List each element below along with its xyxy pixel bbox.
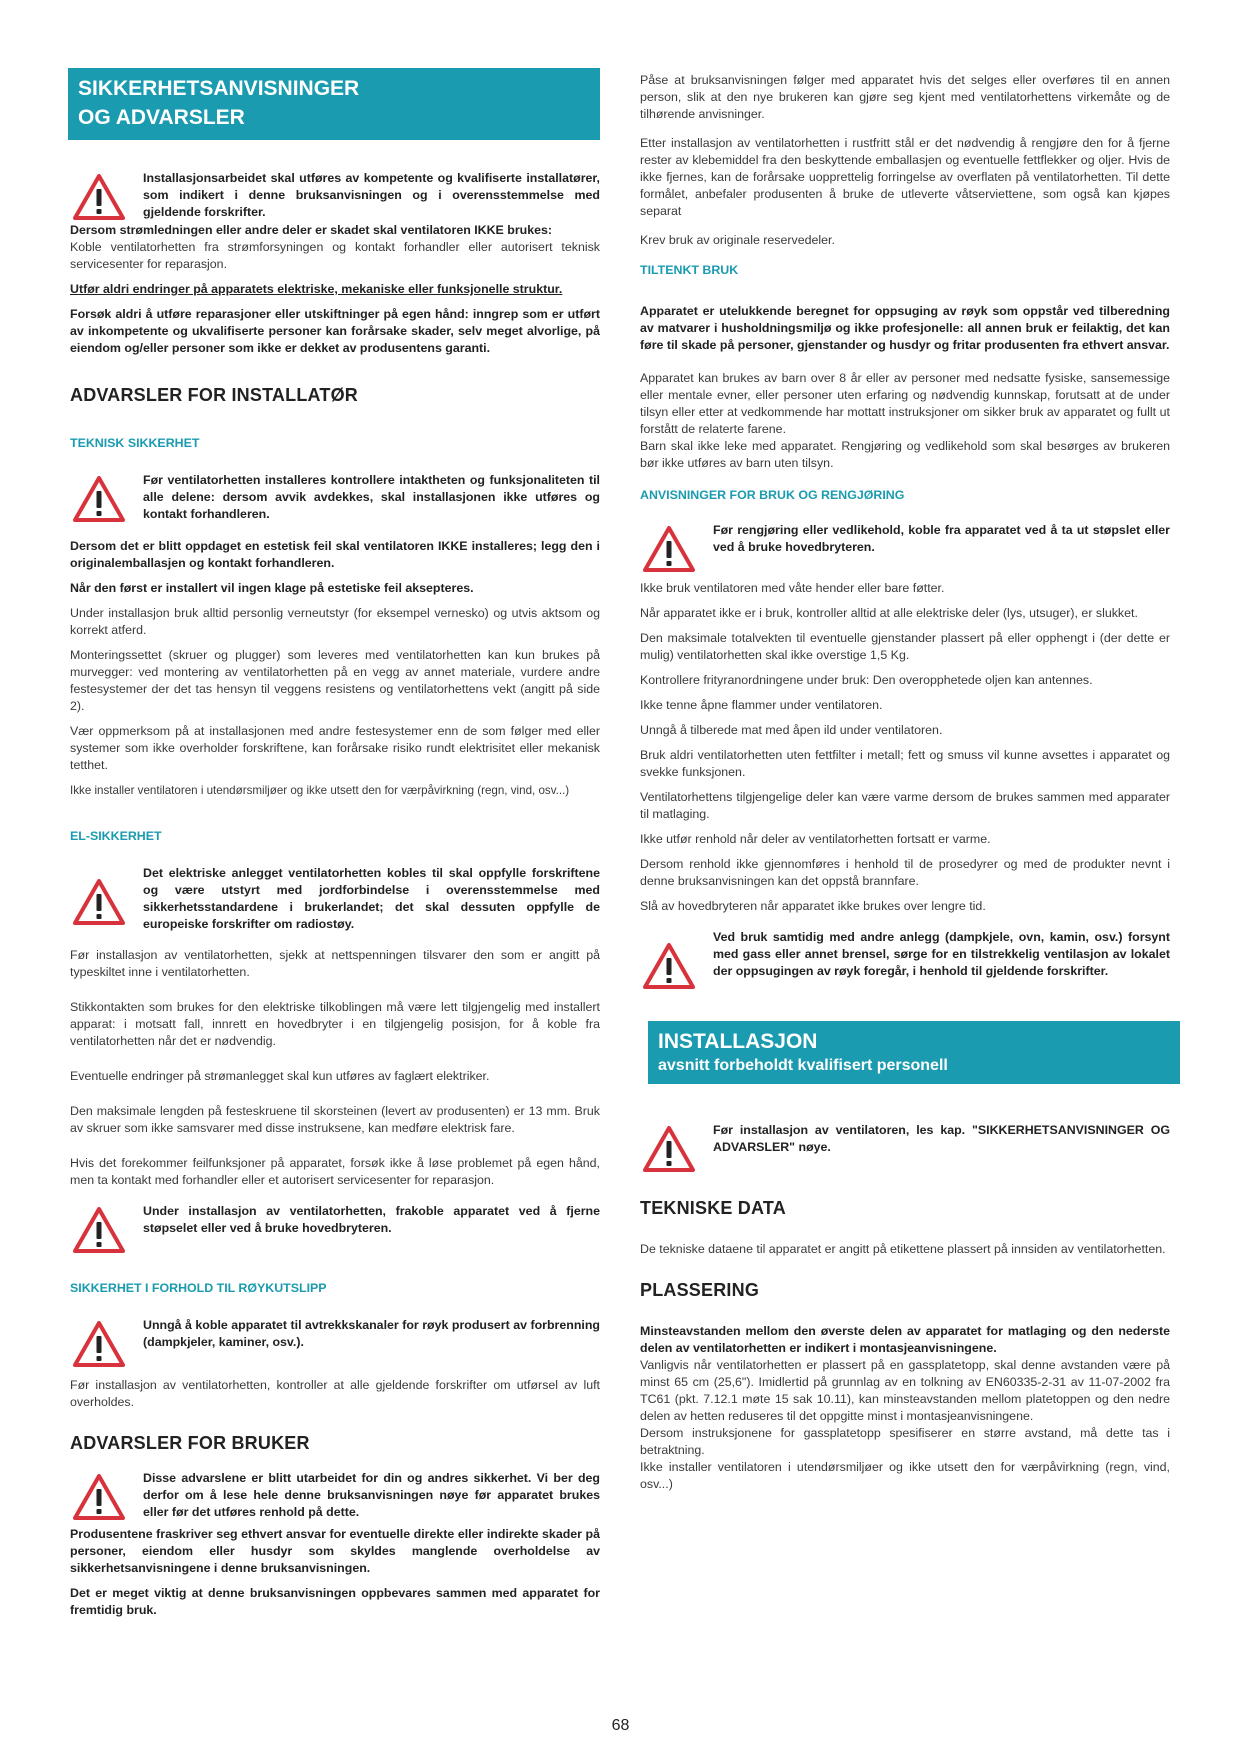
warning-text: Disse advarslene er blitt utarbeidet for din og andres sikkerhet. Vi ber deg derfor om å lese hele denne bruksanvisningen nøye før apparatet brukes eller før det utføres renhold på dette.: [143, 1471, 600, 1519]
warning-triangle-icon: [73, 1321, 125, 1367]
paragraph: Før installasjon av ventilatorhetten, kontroller at alle gjeldende forskrifter om utførsel av luft overholdes.: [70, 1378, 600, 1409]
right-column: [640, 72, 1170, 1501]
paragraph: Apparatet kan brukes av barn over 8 år eller av personer med nedsatte fysiske, sansemessige eller mentale evner, eller personer uten erfaring og nødvendig kunnskap, forutsatt at de under tilsyn eller etter at vedkommende har mottatt instruksjoner om sikker bruk av apparatet og fullt ut forstått de relaterte farene.: [640, 371, 1170, 436]
warning-triangle-icon: [73, 1474, 125, 1520]
paragraph: Barn skal ikke leke med apparatet. Rengjøring og vedlikehold som skal besørges av brukeren bør ikke utføres av barn uten tilsyn.: [640, 439, 1170, 470]
warning-block: [70, 1470, 600, 1522]
paragraph: Stikkontakten som brukes for den elektriske tilkoblingen må være lett tilgjengelig med installert apparat: i motsatt fall, innrett en hovedbryter i en tilgjengelig posisjon, for å koble fra ventilatorhetten når det er nødvendig.: [70, 1000, 600, 1048]
list-item: Ventilatorhettens tilgjengelige deler kan være varme dersom de brukes sammen med apparater til matlaging.: [640, 790, 1170, 821]
paragraph: Monteringssettet (skruer og plugger) som leveres med ventilatorhetten kan kun brukes på murvegger: ved montering av ventilatorhetten på en vegg av annet materiale, vurdere andre festesystemer der det tas hensyn til veggens resistens og ventilatorhettens vekt (angitt på side 2).: [70, 648, 600, 713]
list-item: Den maksimale totalvekten til eventuelle gjenstander plassert på eller opphengt i (der dette er mulig) ventilatorhetten skal ikke overstige 1,5 Kg.: [640, 631, 1170, 662]
list-item: Når apparatet ikke er i bruk, kontroller alltid at alle elektriske deler (lys, utsuger), er slukket.: [640, 606, 1138, 620]
bold-text: Dersom strømledningen eller andre deler er skadet skal ventilatoren IKKE brukes:: [70, 223, 553, 237]
list-item: Kontrollere frityranordningene under bruk: Den overopphetede oljen kan antennes.: [640, 673, 1093, 687]
installation-banner: [648, 1021, 1180, 1084]
warning-block: [70, 472, 600, 524]
warning-text: Før ventilatorhetten installeres kontrollere intaktheten og funksjonaliteten til alle delene: dersom avvik avdekkes, skal installasjonen ikke utføres og kontakt forhandleren.: [143, 473, 600, 521]
paragraph: Etter installasjon av ventilatorhetten i rustfritt stål er det nødvendig å rengjøre den for å fjerne rester av klebemiddel fra den beskyttende emballasjen og eventuelle fettflekker og oljer. Hvis de ikke fjernes, kan de forårsake uopprettelig forringelse av overflaten på ventilatorhetten. Til dette formålet, anbefaler produsenten å bruke de utleverte våtserviettene, som også kan kjøpes separat: [640, 136, 1170, 218]
safety-banner-line2: OG ADVARSLER: [78, 106, 245, 129]
paragraph: Eventuelle endringer på strømanlegget skal kun utføres av faglært elektriker.: [70, 1069, 490, 1083]
warning-text: Installasjonsarbeidet skal utføres av kompetente og kvalifiserte installatører, som indikert i denne bruksanvisningen og i overensstemmelse med gjeldende forskrifter.: [143, 171, 600, 219]
safety-banner: [68, 68, 600, 140]
bold-paragraph: Når den først er installert vil ingen klage på estetiske feil aksepteres.: [70, 581, 474, 595]
paragraph: Under installasjon bruk alltid personlig verneutstyr (for eksempel vernesko) og utvis aktsom og korrekt atferd.: [70, 606, 600, 637]
paragraph: Koble ventilatorhetten fra strømforsyningen og kontakt forhandler eller autorisert teknisk servicesenter for reparasjon.: [70, 240, 600, 271]
warning-triangle-icon: [73, 476, 125, 522]
warning-block: [70, 170, 600, 222]
warning-triangle-icon: [643, 943, 695, 989]
bold-paragraph: Dersom det er blitt oppdaget en estetisk feil skal ventilatoren IKKE installeres; legg den i originalemballasjen og kontakt forhandleren.: [70, 539, 600, 570]
warning-block: [70, 1317, 600, 1369]
installation-banner-subtitle: avsnitt forbeholdt kvalifisert personell: [658, 1057, 948, 1074]
paragraph: De tekniske dataene til apparatet er angitt på etikettene plassert på innsiden av ventilatorhetten.: [640, 1242, 1166, 1256]
section-heading-technical-data: TEKNISKE DATA: [640, 1198, 786, 1218]
warning-block: [70, 1203, 600, 1255]
bold-paragraph: Apparatet er utelukkende beregnet for oppsuging av røyk som oppstår ved tilberedning av matvarer i husholdningsmiljø og ikke profesjonelle: all annen bruk er feilaktig, det kan føre til skade på personer, gjenstander og husdyr og fritar produsenten fra ethvert ansvar.: [640, 304, 1170, 352]
section-heading-installer: ADVARSLER FOR INSTALLATØR: [70, 385, 358, 405]
page-number: 68: [611, 1717, 630, 1734]
bold-paragraph: Minsteavstanden mellom den øverste delen av apparatet for matlaging og den nederste delen av ventilatorhetten er indikert i montasjeanvisningene.: [640, 1324, 1170, 1355]
paragraph: Påse at bruksanvisningen følger med apparatet hvis det selges eller overføres til en annen person, slik at den nye brukeren kan gjøre seg kjent med ventilatorhettens virkemåte og de tilhørende anvisninger.: [640, 73, 1170, 121]
installation-banner-title: INSTALLASJON: [658, 1030, 818, 1053]
subheading-technical-safety: TEKNISK SIKKERHET: [70, 436, 200, 450]
bold-paragraph: Produsentene fraskriver seg ethvert ansvar for eventuelle direkte eller indirekte skader på personer, eiendom eller husdyr som skyldes manglende overholdelse av sikkerhetsanvisningene i denne bruksanvisningen.: [70, 1527, 600, 1575]
paragraph: Krev bruk av originale reservedeler.: [640, 233, 835, 247]
warning-text: Under installasjon av ventilatorhetten, frakoble apparatet ved å fjerne støpselet eller ved å bruke hovedbryteren.: [143, 1204, 600, 1235]
warning-triangle-icon: [73, 174, 125, 220]
subheading-intended-use: TILTENKT BRUK: [640, 263, 739, 277]
warning-text: Før rengjøring eller vedlikehold, koble fra apparatet ved å ta ut støpslet eller ved å bruke hovedbryteren.: [713, 523, 1170, 554]
safety-banner-line1: SIKKERHETSANVISNINGER: [78, 77, 360, 100]
subheading-electric-safety: EL-SIKKERHET: [70, 829, 162, 843]
warning-triangle-icon: [73, 1207, 125, 1253]
paragraph: Vanligvis når ventilatorhetten er plassert på en gassplatetopp, skal denne avstanden være på minst 65 cm (25,6"). Imidlertid på grunnlag av en tolkning av EN60335-2-31 av 11-07-2002 fra TC61 (pkt. 7.12.1 møte 15 sak 10.11), kan minsteavstanden mellom platetoppen og den nedre delen av hetten reduseres til det oppgitte minst i montasjeanvisningene.: [640, 1358, 1170, 1423]
list-item: Ikke bruk ventilatoren med våte hender eller bare føtter.: [640, 581, 945, 595]
list-item: Ikke utfør renhold når deler av ventilatorhetten fortsatt er varme.: [640, 832, 991, 846]
paragraph: [70, 222, 600, 239]
warning-triangle-icon: [643, 526, 695, 572]
paragraph: Dersom instruksjonene for gassplatetopp spesifiserer en større avstand, må dette tas i betraktning.: [640, 1426, 1170, 1457]
list-item: Ikke tenne åpne flammer under ventilatoren.: [640, 698, 883, 712]
underlined-paragraph: Utfør aldri endringer på apparatets elektriske, mekaniske eller funksjonelle struktur.: [70, 282, 563, 296]
paragraph: Den maksimale lengden på festeskruene til skorsteinen (levert av produsenten) er 13 mm. Bruk av skruer som ikke samsvarer med disse instruksene, kan medføre elektrisk fare.: [70, 1104, 600, 1135]
list-item: Unngå å tilberede mat med åpen ild under ventilatoren.: [640, 723, 943, 737]
paragraph: Hvis det forekommer feilfunksjoner på apparatet, forsøk ikke å løse problemet på egen hånd, men ta kontakt med forhandler eller et autorisert servicesenter for reparasjon.: [70, 1156, 600, 1187]
warning-text: Før installasjon av ventilatoren, les kap. "SIKKERHETSANVISNINGER OG ADVARSLER" nøye.: [713, 1123, 1170, 1154]
left-column: [70, 68, 600, 1627]
subheading-use-cleaning: ANVISNINGER FOR BRUK OG RENGJØRING: [640, 488, 905, 502]
paragraph: Vær oppmerksom på at installasjonen med andre festesystemer enn de som følger med eller systemer som ikke overholder forskriftene, kan forårsake risiko rundt elektrisitet eller mekanisk tetthet.: [70, 724, 600, 772]
bold-paragraph: Forsøk aldri å utføre reparasjoner eller utskiftninger på egen hånd: inngrep som er utført av inkompetente og ukvalifiserte personer kan forårsake skader, selv meget alvorlige, på eiendom og/eller personer som ikke er dekket av produsentens garanti.: [70, 307, 600, 355]
paragraph: Før installasjon av ventilatorhetten, sjekk at nettspenningen tilsvarer den som er angitt på typeskiltet inne i ventilatorhetten.: [70, 948, 600, 979]
bold-paragraph: Det er meget viktig at denne bruksanvisningen oppbevares sammen med apparatet for fremtidig bruk.: [70, 1586, 600, 1617]
list-item: Bruk aldri ventilatorhetten uten fettfilter i metall; fett og smuss vil kunne avsettes i apparatet og svekke funksjonen.: [640, 748, 1170, 779]
warning-text: Ved bruk samtidig med andre anlegg (dampkjele, ovn, kamin, osv.) forsynt med gass eller annet brensel, sørge for en tilstrekkelig ventilasjon av lokalet der oppsugingen av røyk foregår, i henhold til gjeldende forskrifter.: [713, 930, 1170, 978]
section-heading-user: ADVARSLER FOR BRUKER: [70, 1433, 310, 1453]
warning-block: [640, 1122, 1170, 1174]
list-item: Dersom renhold ikke gjennomføres i henhold til de prosedyrer og med de produkter nevnt i denne bruksanvisningen kan det oppstå brannfare.: [640, 857, 1170, 888]
subheading-smoke-safety: SIKKERHET I FORHOLD TIL RØYKUTSLIPP: [70, 1281, 327, 1295]
warning-text: Unngå å koble apparatet til avtrekkskanaler for røyk produsert av forbrenning (dampkjeler, kaminer, osv.).: [143, 1318, 600, 1349]
warning-block: [640, 929, 1170, 981]
paragraph: Ikke installer ventilatoren i utendørsmiljøer og ikke utsett den for værpåvirkning (regn, vind, osv...): [70, 784, 570, 797]
warning-block: [70, 865, 600, 933]
list-item: Slå av hovedbryteren når apparatet ikke brukes over lengre tid.: [640, 899, 986, 913]
warning-triangle-icon: [73, 879, 125, 925]
section-heading-placement: PLASSERING: [640, 1280, 760, 1300]
warning-text: Det elektriske anlegget ventilatorhetten kobles til skal oppfylle forskriftene og være utstyrt med jordforbindelse i overensstemmelse med sikkerhetsstandardene i brukerlandet; det skal dessuten oppfylle de europeiske forskrifter om radiostøy.: [143, 866, 600, 931]
warning-triangle-icon: [643, 1126, 695, 1172]
paragraph: Ikke installer ventilatoren i utendørsmiljøer og ikke utsett den for værpåvirkning (regn, vind, osv...): [640, 1460, 1170, 1491]
warning-block: [640, 522, 1170, 574]
